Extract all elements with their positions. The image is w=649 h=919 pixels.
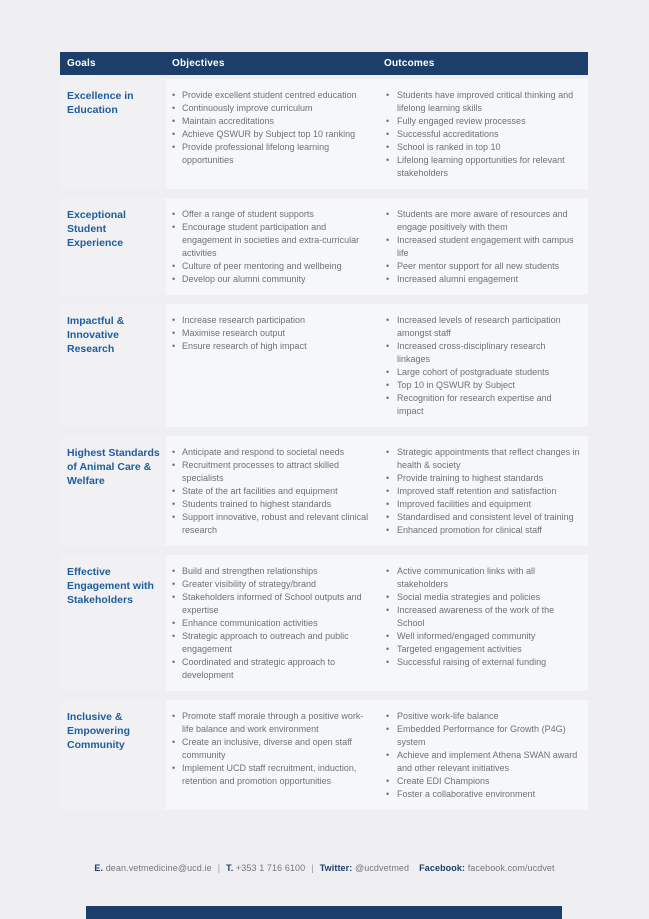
outcomes-list [378,89,588,180]
footer-accent-bar [86,906,562,919]
bullet-item: • School is ranked in top 10 [378,141,588,154]
bullet-item: • Achieve and implement Athena SWAN award and other relevant initiatives [378,749,588,775]
bullet-item: • Successful raising of external funding [378,656,588,669]
goal-title: Exceptional Student Experience [67,209,126,249]
bullet-item: • Recruitment processes to attract skilled specialists [166,459,378,485]
goal-title: Impactful & Innovative Research [67,315,125,355]
phone-label: T. [226,863,234,873]
bullet-item: • Strategic appointments that reflect changes in health & society [378,446,588,472]
bullet-item: • Stakeholders informed of School outputs and expertise [166,591,378,617]
table-row [60,555,588,691]
outcomes-cell [378,436,588,546]
bullet-item: • Increase research participation [166,314,378,327]
twitter-handle[interactable]: @ucdvetmed [354,863,410,873]
outcomes-cell [378,555,588,691]
bullet-item: • Encourage student participation and engagement in societies and extra-curricular activities [166,221,378,260]
table-row [60,436,588,546]
outcomes-list [378,710,588,801]
facebook-label: Facebook: [419,863,466,873]
email-label: E. [94,863,104,873]
separator: | [217,863,221,873]
objectives-cell [166,555,378,691]
bullet-item: • Standardised and consistent level of training [378,511,588,524]
twitter-label: Twitter: [319,863,353,873]
contact-footer [0,863,649,873]
goal-cell [60,700,166,810]
bullet-item: • Promote staff morale through a positive work-life balance and work environment [166,710,378,736]
bullet-item: • Active communication links with all stakeholders [378,565,588,591]
strategy-table [60,52,588,810]
bullet-item: • Peer mentor support for all new students [378,260,588,273]
bullet-item: • Build and strengthen relationships [166,565,378,578]
table-header-row [60,52,588,75]
bullet-item: • Well informed/engaged community [378,630,588,643]
outcomes-list [378,208,588,286]
objectives-cell [166,198,378,295]
objectives-list [166,314,378,353]
bullet-item: • Offer a range of student supports [166,208,378,221]
table-row [60,198,588,295]
objectives-cell [166,436,378,546]
phone-number: +353 1 716 6100 [235,863,306,873]
table-row [60,79,588,189]
bullet-item: • Lifelong learning opportunities for relevant stakeholders [378,154,588,180]
column-header-outcomes: Outcomes [384,58,435,69]
outcomes-list [378,446,588,537]
outcomes-cell [378,198,588,295]
outcomes-list [378,565,588,669]
table-row [60,700,588,810]
bullet-item: • Increased awareness of the work of the School [378,604,588,630]
bullet-item: • Targeted engagement activities [378,643,588,656]
bullet-item: • Create EDI Champions [378,775,588,788]
column-header-objectives: Objectives [172,58,225,69]
table-body [60,79,588,810]
bullet-item: • Top 10 in QSWUR by Subject [378,379,588,392]
goal-cell [60,198,166,295]
bullet-item: • Achieve QSWUR by Subject top 10 ranking [166,128,378,141]
objectives-list [166,89,378,167]
column-header-goals: Goals [67,58,96,69]
objectives-list [166,446,378,537]
objectives-cell [166,79,378,189]
outcomes-cell [378,79,588,189]
bullet-item: • Positive work-life balance [378,710,588,723]
goal-title: Effective Engagement with Stakeholders [67,566,154,606]
bullet-item: • Provide training to highest standards [378,472,588,485]
bullet-item: • Develop our alumni community [166,273,378,286]
bullet-item: • Successful accreditations [378,128,588,141]
bullet-item: • State of the art facilities and equipment [166,485,378,498]
bullet-item: • Culture of peer mentoring and wellbeing [166,260,378,273]
bullet-item: • Ensure research of high impact [166,340,378,353]
bullet-item: • Fully engaged review processes [378,115,588,128]
bullet-item: • Foster a collaborative environment [378,788,588,801]
bullet-item: • Social media strategies and policies [378,591,588,604]
goal-cell [60,555,166,691]
goal-title: Excellence in Education [67,90,134,116]
outcomes-cell [378,304,588,427]
bullet-item: • Coordinated and strategic approach to development [166,656,378,682]
email-address[interactable]: dean.vetmedicine@ucd.ie [105,863,212,873]
objectives-list [166,565,378,682]
bullet-item: • Embedded Performance for Growth (P4G) system [378,723,588,749]
objectives-list [166,710,378,788]
outcomes-list [378,314,588,418]
separator: | [311,863,314,873]
bullet-item: • Greater visibility of strategy/brand [166,578,378,591]
bullet-item: • Improved staff retention and satisfaction [378,485,588,498]
bullet-item: • Maintain accreditations [166,115,378,128]
bullet-item: • Increased cross-disciplinary research linkages [378,340,588,366]
bullet-item: • Improved facilities and equipment [378,498,588,511]
table-row [60,304,588,427]
goal-cell [60,436,166,546]
objectives-list [166,208,378,286]
objectives-cell [166,700,378,810]
goal-title: Highest Standards of Animal Care & Welfare [67,447,160,487]
bullet-item: • Enhance communication activities [166,617,378,630]
bullet-item: • Anticipate and respond to societal needs [166,446,378,459]
bullet-item: • Create an inclusive, diverse and open staff community [166,736,378,762]
bullet-item: • Continuously improve curriculum [166,102,378,115]
bullet-item: • Strategic approach to outreach and public engagement [166,630,378,656]
goal-title: Inclusive & Empowering Community [67,711,131,751]
bullet-item: • Support innovative, robust and relevant clinical research [166,511,378,537]
bullet-item: • Implement UCD staff recruitment, induction, retention and promotion opportunities [166,762,378,788]
bullet-item: • Provide professional lifelong learning opportunities [166,141,378,167]
bullet-item: • Recognition for research expertise and impact [378,392,588,418]
bullet-item: • Increased student engagement with campus life [378,234,588,260]
goal-cell [60,79,166,189]
bullet-item: • Students have improved critical thinking and lifelong learning skills [378,89,588,115]
bullet-item: • Students are more aware of resources and engage positively with them [378,208,588,234]
bullet-item: • Increased alumni engagement [378,273,588,286]
bullet-item: • Enhanced promotion for clinical staff [378,524,588,537]
outcomes-cell [378,700,588,810]
facebook-url[interactable]: facebook.com/ucdvet [467,863,555,873]
bullet-item: • Increased levels of research participation amongst staff [378,314,588,340]
goal-cell [60,304,166,427]
bullet-item: • Provide excellent student centred education [166,89,378,102]
bullet-item: • Large cohort of postgraduate students [378,366,588,379]
bullet-item: • Students trained to highest standards [166,498,378,511]
objectives-cell [166,304,378,427]
bullet-item: • Maximise research output [166,327,378,340]
